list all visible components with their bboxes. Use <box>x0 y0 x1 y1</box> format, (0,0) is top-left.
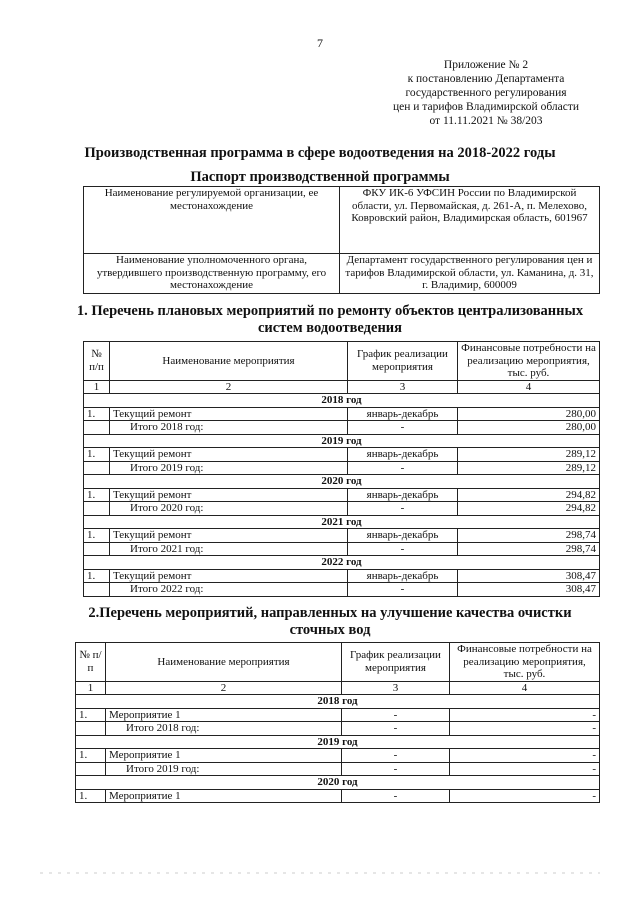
total-row <box>76 722 600 736</box>
total-row <box>76 762 600 776</box>
col-number: 4 <box>450 681 600 695</box>
passport-table <box>83 186 600 294</box>
section2-body <box>76 643 600 803</box>
appendix-block <box>376 58 596 128</box>
year-row <box>84 515 600 529</box>
total-schedule: - <box>348 461 458 475</box>
year-row <box>76 695 600 709</box>
appendix-line: цен и тарифов Владимирской области <box>392 101 580 113</box>
section2-title: 2.Перечень мероприятий, направленных на улучшение качества очистки сточных вод <box>88 605 572 638</box>
header-finance: Финансовые потребности на реализацию мероприятия, тыс. руб. <box>458 342 600 381</box>
measure-amount: - <box>450 749 600 763</box>
year-row <box>84 434 600 448</box>
table-row <box>84 488 600 502</box>
measure-amount: 294,82 <box>458 488 600 502</box>
total-number <box>76 722 106 736</box>
measure-name: Мероприятие 1 <box>106 789 342 803</box>
section1-table <box>83 341 600 597</box>
total-label: Итого 2020 год: <box>110 502 348 516</box>
year-row <box>84 556 600 570</box>
year-label: 2019 год <box>76 735 600 749</box>
appendix-line: государственного регулирования <box>405 87 567 99</box>
col-number: 1 <box>84 380 110 394</box>
appendix-line: Приложение № 2 <box>443 59 529 71</box>
total-row <box>84 542 600 556</box>
total-row <box>84 502 600 516</box>
measure-schedule: январь-декабрь <box>348 448 458 462</box>
measure-name: Текущий ремонт <box>110 448 348 462</box>
row-number: 1. <box>84 407 110 421</box>
table-row <box>76 789 600 803</box>
total-label: Итого 2018 год: <box>106 722 342 736</box>
table-row <box>84 529 600 543</box>
total-row <box>84 421 600 435</box>
page-number: 7 <box>317 36 323 50</box>
col-number: 4 <box>458 380 600 394</box>
measure-schedule: январь-декабрь <box>348 407 458 421</box>
total-row <box>84 461 600 475</box>
measure-schedule: - <box>342 708 450 722</box>
table-row <box>84 569 600 583</box>
row-number: 1. <box>76 708 106 722</box>
row-number: 1. <box>76 749 106 763</box>
passport-label-authority: Наименование уполномоченного органа, утвердившего производственную программу, его местонахождение <box>84 254 340 294</box>
col-number: 2 <box>106 681 342 695</box>
total-number <box>84 583 110 597</box>
total-row <box>84 583 600 597</box>
header-schedule: График реализации мероприятия <box>342 643 450 682</box>
total-label: Итого 2022 год: <box>110 583 348 597</box>
total-schedule: - <box>348 502 458 516</box>
year-label: 2021 год <box>84 515 600 529</box>
total-schedule: - <box>342 762 450 776</box>
total-schedule: - <box>348 583 458 597</box>
total-amount: - <box>450 722 600 736</box>
appendix-line: к постановлению Департамента <box>407 73 565 85</box>
measure-amount: 280,00 <box>458 407 600 421</box>
measure-schedule: - <box>342 789 450 803</box>
year-label: 2020 год <box>84 475 600 489</box>
row-number: 1. <box>76 789 106 803</box>
header-schedule: График реализации мероприятия <box>348 342 458 381</box>
section1-title: 1. Перечень плановых мероприятий по ремонту объектов централизованных систем водоотведения <box>76 303 584 336</box>
total-label: Итого 2019 год: <box>110 461 348 475</box>
col-number: 3 <box>342 681 450 695</box>
header-number: № п/п <box>84 342 110 381</box>
measure-name: Текущий ремонт <box>110 569 348 583</box>
year-label: 2022 год <box>84 556 600 570</box>
table-row <box>84 448 600 462</box>
measure-name: Мероприятие 1 <box>106 749 342 763</box>
measure-schedule: январь-декабрь <box>348 529 458 543</box>
document-subtitle: Паспорт производственной программы <box>190 169 450 185</box>
measure-schedule: - <box>342 749 450 763</box>
document-title: Производственная программа в сфере водоотведения на 2018-2022 годы <box>84 145 556 161</box>
header-finance: Финансовые потребности на реализацию мероприятия, тыс. руб. <box>450 643 600 682</box>
total-amount: 289,12 <box>458 461 600 475</box>
year-label: 2018 год <box>76 695 600 709</box>
row-number: 1. <box>84 529 110 543</box>
measure-amount: 308,47 <box>458 569 600 583</box>
appendix-line: от 11.11.2021 № 38/203 <box>429 115 543 127</box>
row-number: 1. <box>84 569 110 583</box>
year-row <box>84 475 600 489</box>
header-name: Наименование мероприятия <box>106 643 342 682</box>
measure-schedule: январь-декабрь <box>348 488 458 502</box>
total-schedule: - <box>348 421 458 435</box>
table-row <box>76 708 600 722</box>
total-number <box>76 762 106 776</box>
total-number <box>84 421 110 435</box>
measure-amount: - <box>450 789 600 803</box>
row-number: 1. <box>84 488 110 502</box>
total-number <box>84 461 110 475</box>
scan-artifact <box>40 872 600 874</box>
total-schedule: - <box>348 542 458 556</box>
passport-value-organization: ФКУ ИК-6 УФСИН России по Владимирской области, ул. Первомайская, д. 261-А, п. Мелехово, Ковровский район, Владимирская область, 601967 <box>340 187 600 254</box>
total-schedule: - <box>342 722 450 736</box>
total-amount: 280,00 <box>458 421 600 435</box>
measure-name: Текущий ремонт <box>110 407 348 421</box>
table-row <box>76 749 600 763</box>
total-amount: - <box>450 762 600 776</box>
total-number <box>84 542 110 556</box>
measure-name: Мероприятие 1 <box>106 708 342 722</box>
total-label: Итого 2019 год: <box>106 762 342 776</box>
measure-amount: 289,12 <box>458 448 600 462</box>
measure-name: Текущий ремонт <box>110 488 348 502</box>
measure-schedule: январь-декабрь <box>348 569 458 583</box>
year-row <box>76 735 600 749</box>
row-number: 1. <box>84 448 110 462</box>
col-number: 1 <box>76 681 106 695</box>
year-row <box>76 776 600 790</box>
measure-name: Текущий ремонт <box>110 529 348 543</box>
header-number: № п/п <box>76 643 106 682</box>
header-name: Наименование мероприятия <box>110 342 348 381</box>
total-amount: 308,47 <box>458 583 600 597</box>
year-label: 2018 год <box>84 394 600 408</box>
year-row <box>84 394 600 408</box>
year-label: 2020 год <box>76 776 600 790</box>
passport-value-authority: Департамент государственного регулирования цен и тарифов Владимирской области, ул. Каманина, д. 31, г. Владимир, 600009 <box>340 254 600 294</box>
measure-amount: - <box>450 708 600 722</box>
table-row <box>84 407 600 421</box>
year-label: 2019 год <box>84 434 600 448</box>
col-number: 3 <box>348 380 458 394</box>
passport-label-organization: Наименование регулируемой организации, ее местонахождение <box>84 187 340 254</box>
total-amount: 298,74 <box>458 542 600 556</box>
section2-table <box>75 642 600 803</box>
total-number <box>84 502 110 516</box>
total-amount: 294,82 <box>458 502 600 516</box>
total-label: Итого 2021 год: <box>110 542 348 556</box>
measure-amount: 298,74 <box>458 529 600 543</box>
section1-body <box>84 342 600 597</box>
total-label: Итого 2018 год: <box>110 421 348 435</box>
col-number: 2 <box>110 380 348 394</box>
